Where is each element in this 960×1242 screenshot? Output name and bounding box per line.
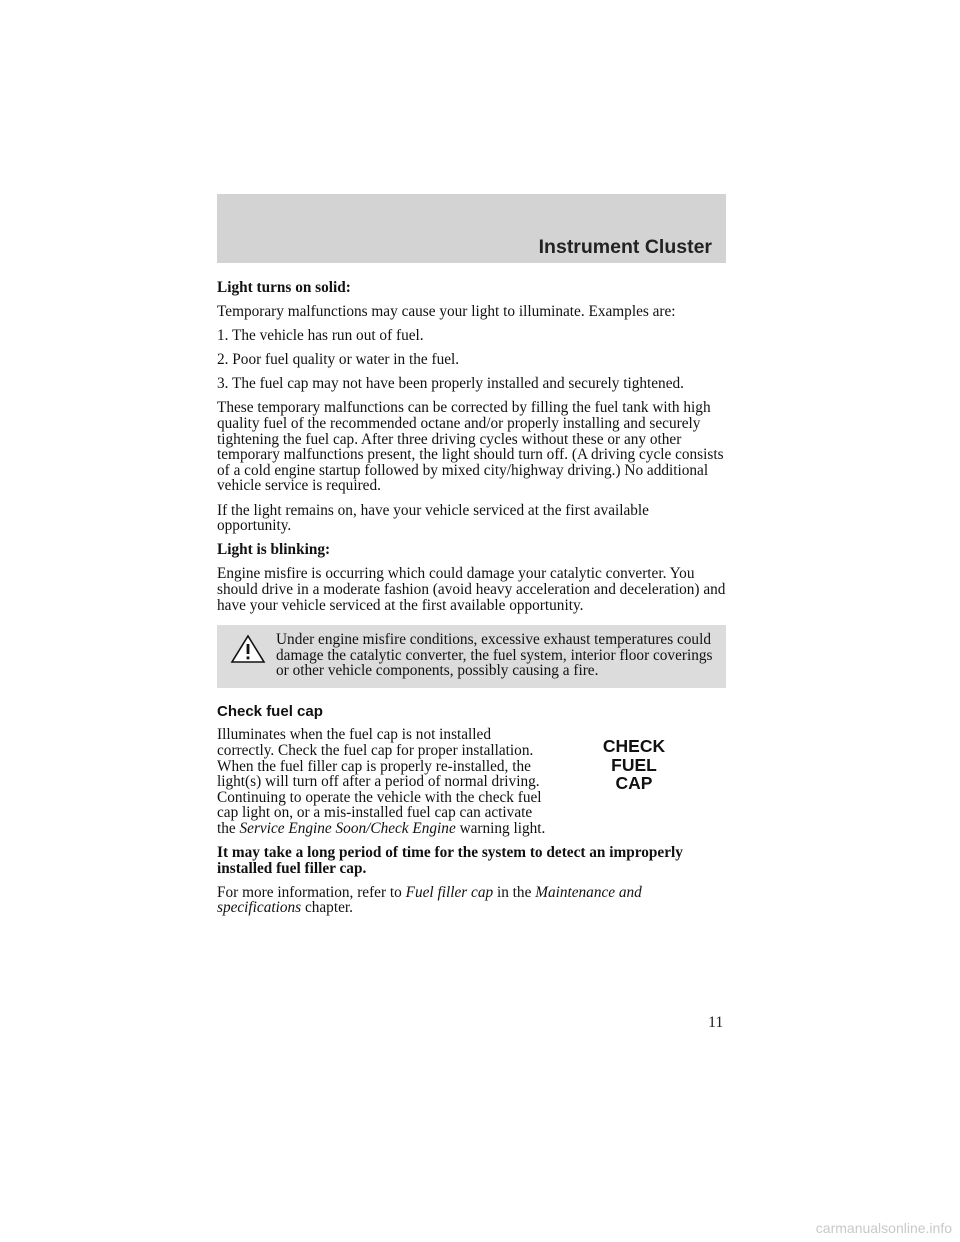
warning-text: Under engine misfire conditions, excessive exhaust temperatures could damage the catalytic converter, the fuel system, interior floor coverings or other vehicle components, possibly causing a fire.	[276, 631, 713, 680]
section-title: Instrument Cluster	[538, 236, 712, 258]
lamp-line: CHECK	[602, 736, 666, 757]
fuel-cap-note: It may take a long period of time for the system to detect an improperly installed fuel filler cap.	[217, 844, 683, 877]
watermark: carmanualsonline.info	[815, 1220, 952, 1236]
solid-light-intro: Temporary malfunctions may cause your light to illuminate. Examples are:	[217, 303, 676, 321]
more-info-paragraph	[217, 885, 726, 916]
service-engine-reference: Service Engine Soon/Check Engine	[239, 820, 456, 838]
fuel-cap-text-end: warning light.	[459, 820, 546, 838]
warning-triangle-icon	[230, 634, 266, 664]
blinking-paragraph: Engine misfire is occurring which could damage your catalytic converter. You should drive in a moderate fashion (avoid heavy acceleration and deceleration) and have your vehicle serviced at the first available opportunity.	[217, 565, 726, 614]
maintenance-chapter-reference: Maintenance and specifications	[217, 883, 642, 917]
page-content	[217, 280, 726, 925]
warning-box	[217, 625, 726, 688]
solid-light-heading: Light turns on solid:	[217, 279, 351, 296]
more-info-mid: in the	[496, 883, 532, 901]
fuel-cap-text: Illuminates when the fuel cap is not installed correctly. Check the fuel cap for proper installation. When the fuel filler cap is properly re-installed, the light(s) will turn off after a period of normal driving. Continuing to operate the vehicle with the check fuel cap light on, or a mis-installed fuel cap can activate the	[217, 726, 542, 838]
correction-paragraph: These temporary malfunctions can be corrected by filling the fuel tank with high quality fuel of the recommended octane and/or properly installing and securely tightening the fuel cap. After three driving cycles without these or any other temporary malfunctions present, the light should turn off. (A driving cycle consists of a cold engine startup followed by mixed city/highway driving.) No additional vehicle service is required.	[217, 399, 724, 495]
more-info-prefix: For more information, refer to	[217, 883, 402, 901]
check-fuel-cap-lamp-icon	[562, 737, 706, 815]
section-header-bar	[217, 194, 726, 263]
list-item: 1. The vehicle has run out of fuel.	[217, 327, 424, 345]
remains-on-paragraph: If the light remains on, have your vehicle serviced at the first available opportunity.	[217, 501, 649, 535]
check-fuel-cap-heading: Check fuel cap	[217, 702, 323, 720]
list-item: 2. Poor fuel quality or water in the fuel.	[217, 351, 460, 369]
fuel-filler-cap-reference: Fuel filler cap	[405, 883, 494, 901]
more-info-end: chapter.	[304, 899, 353, 917]
list-item: 3. The fuel cap may not have been properly installed and securely tightened.	[217, 375, 684, 393]
lamp-line: CAP	[615, 773, 653, 794]
lamp-line: FUEL	[611, 754, 657, 775]
page-number: 11	[708, 1014, 724, 1031]
blinking-light-heading: Light is blinking:	[217, 541, 331, 559]
